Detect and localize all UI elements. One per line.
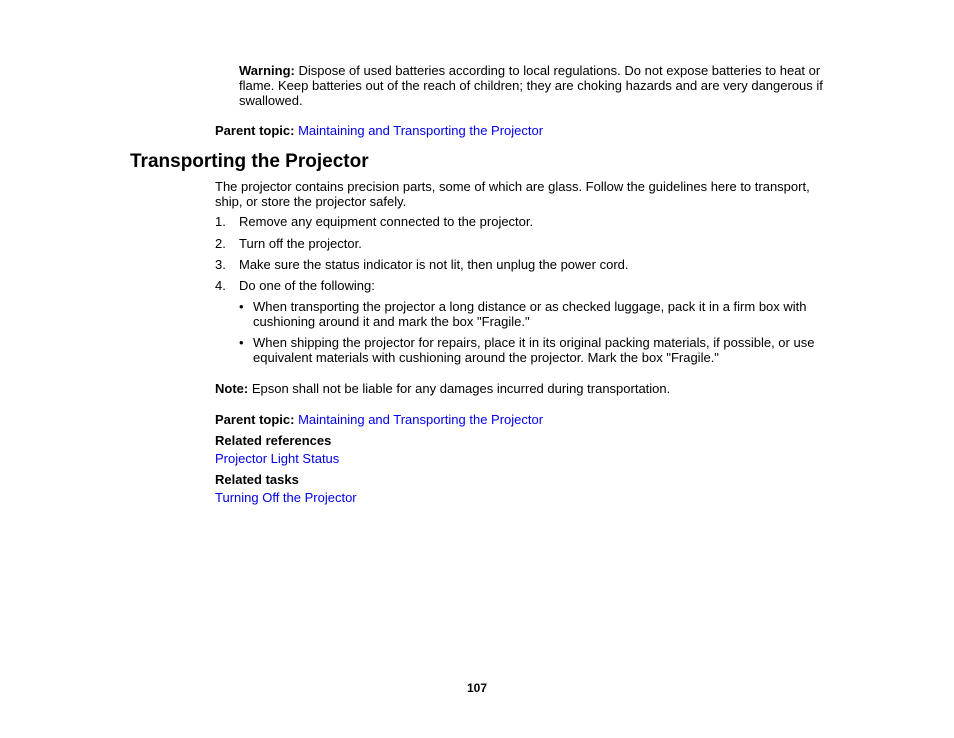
page-number: 107 bbox=[466, 681, 488, 695]
bullet-item bbox=[239, 335, 829, 365]
bullet-item bbox=[239, 299, 829, 329]
bullet-text: When transporting the projector a long distance or as checked luggage, pack it in a firm box with cushioning around it and mark the box "Fragile." bbox=[253, 299, 807, 329]
step-item bbox=[215, 257, 226, 272]
step-number: 1. bbox=[215, 214, 226, 229]
related-task-link[interactable]: Turning Off the Projector bbox=[215, 490, 357, 505]
section-intro: The projector contains precision parts, some of which are glass. Follow the guidelines here to transport, ship, or store the projector safely. bbox=[215, 179, 810, 209]
step-text: Turn off the projector. bbox=[239, 236, 362, 251]
note-text: Epson shall not be liable for any damages incurred during transportation. bbox=[248, 381, 671, 396]
parent-topic-label: Parent topic: bbox=[215, 412, 295, 427]
step-text: Remove any equipment connected to the projector. bbox=[239, 214, 534, 229]
warning-note bbox=[239, 63, 829, 108]
related-tasks-label: Related tasks bbox=[215, 472, 299, 487]
parent-topic-2 bbox=[215, 412, 543, 427]
step-text: Do one of the following: bbox=[239, 278, 375, 293]
step-item bbox=[215, 236, 226, 251]
related-references-label: Related references bbox=[215, 433, 332, 448]
parent-topic-1 bbox=[215, 123, 543, 138]
section-title: Transporting the Projector bbox=[130, 151, 369, 172]
warning-label: Warning: bbox=[239, 63, 295, 78]
step-number: 2. bbox=[215, 236, 226, 251]
step-number: 3. bbox=[215, 257, 226, 272]
parent-topic-link[interactable]: Maintaining and Transporting the Projector bbox=[298, 123, 544, 138]
step-text: Make sure the status indicator is not lit, then unplug the power cord. bbox=[239, 257, 629, 272]
step-item bbox=[215, 278, 226, 293]
step-number: 4. bbox=[215, 278, 226, 293]
bullet-mark: • bbox=[239, 335, 244, 350]
step-item bbox=[215, 214, 226, 229]
bullet-mark: • bbox=[239, 299, 244, 314]
parent-topic-label: Parent topic: bbox=[215, 123, 295, 138]
bullet-text: When shipping the projector for repairs, place it in its original packing materials, if possible, or use equivalent materials with cushioning around the projector. Mark the box "Fragile." bbox=[253, 335, 815, 365]
parent-topic-link[interactable]: Maintaining and Transporting the Projector bbox=[298, 412, 544, 427]
note-label: Note: bbox=[215, 381, 249, 396]
note bbox=[215, 381, 830, 396]
related-reference-link[interactable]: Projector Light Status bbox=[215, 451, 340, 466]
warning-text: Dispose of used batteries according to local regulations. Do not expose batteries to heat or flame. Keep batteries out of the reach of children; they are choking hazards and are very dangerous if swallowed. bbox=[239, 63, 823, 108]
